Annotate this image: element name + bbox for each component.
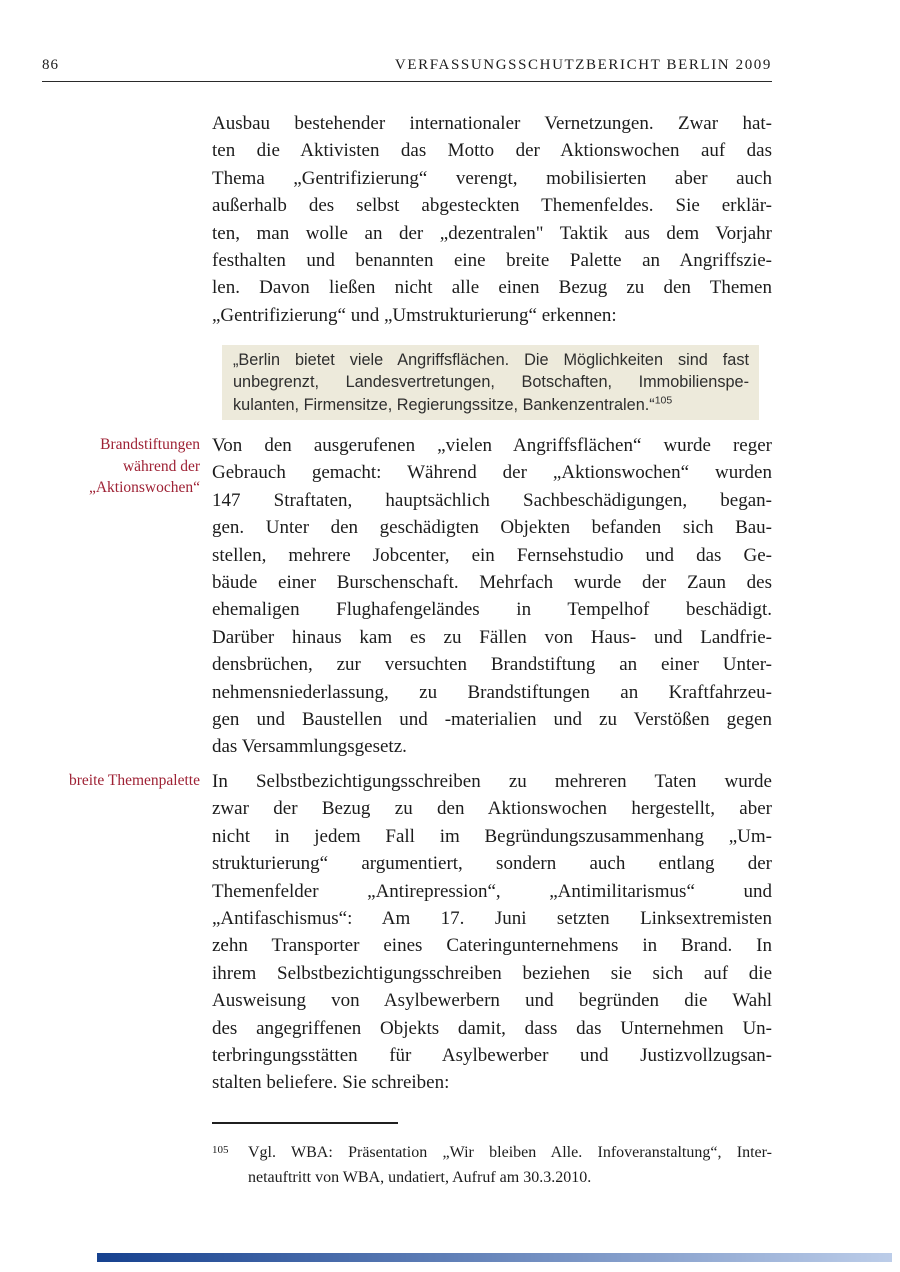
page-number: 86 [42, 57, 59, 73]
paragraph-2 [212, 432, 772, 761]
quote-block [222, 345, 759, 420]
text-line: „Gentrifizierung“ und „Umstrukturierung“ erkennen: [212, 304, 617, 326]
text-line: ihrem Selbstbezichtigungsschreiben beziehen sie sich auf die [212, 962, 772, 984]
header-rule [42, 81, 772, 82]
text-line: Gebrauch gemacht: Während der „Aktionswochen“ wurden [212, 462, 772, 484]
text-line [233, 394, 749, 416]
footnote-number: 105 [212, 1144, 229, 1156]
text-line: Vgl. WBA: Präsentation „Wir bleiben Alle. Infoveranstaltung“, Inter- [248, 1144, 772, 1161]
text-line: ten die Aktivisten das Motto der Aktionswochen auf das [212, 140, 772, 162]
text-line: nicht in jedem Fall im Begründungszusammenhang „Um- [212, 825, 772, 847]
text-line: Von den ausgerufenen „vielen Angriffsflächen“ wurde reger [212, 435, 772, 456]
paragraph-3 [212, 768, 772, 1097]
text-line: Darüber hinaus kam es zu Fällen von Haus- und Landfrie- [212, 626, 772, 648]
text-line: bäude einer Burschenschaft. Mehrfach wurde der Zaun des [212, 572, 772, 594]
text-line: das Versammlungsgesetz. [212, 736, 407, 758]
text-line: „Antifaschismus“: Am 17. Juni setzten Linksextremisten [212, 908, 772, 930]
text-line: nehmensniederlassung, zu Brandstiftungen an Kraftfahrzeu- [212, 681, 772, 703]
footnote-text [248, 1141, 772, 1190]
text-line: während der [122, 457, 200, 475]
text-line: gen. Unter den geschädigten Objekten befanden sich Bau- [212, 517, 772, 539]
text-line: unbegrenzt, Landesvertretungen, Botschaften, Immobilienspe- [233, 373, 749, 392]
text-line: Themenfelder „Antirepression“, „Antimilitarismus“ und [212, 880, 772, 902]
text-line: ehemaligen Flughafengeländes in Tempelhof beschädigt. [212, 599, 772, 621]
text-line: des angegriffenen Objekts damit, dass das Unternehmen Un- [212, 1017, 772, 1039]
footnote-reference: 105 [654, 394, 673, 407]
text-line: terbringungsstätten für Asylbewerber und Justizvollzugsan- [212, 1045, 772, 1067]
text-line: Ausweisung von Asylbewerbern und begründen die Wahl [212, 990, 772, 1012]
text-line: Brandstiftungen [100, 436, 200, 453]
text-line: Ausbau bestehender internationaler Vernetzungen. Zwar hat- [212, 113, 772, 134]
text-line: netauftritt von WBA, undatiert, Aufruf am 30.3.2010. [248, 1168, 592, 1186]
text-line: außerhalb des selbst abgesteckten Themenfeldes. Sie erklär- [212, 195, 772, 217]
text-line: len. Davon ließen nicht alle einen Bezug zu den Themen [212, 277, 772, 299]
text-line: „Berlin bietet viele Angriffsflächen. Die Möglichkeiten sind fast [233, 351, 749, 369]
text-line: ten, man wolle an der „dezentralen" Taktik aus dem Vorjahr [212, 222, 772, 244]
text-line: stellen, mehrere Jobcenter, ein Fernsehstudio und das Ge- [212, 544, 772, 566]
text-line: In Selbstbezichtigungsschreiben zu mehreren Taten wurde [212, 771, 772, 792]
text-line: densbrüchen, zur versuchten Brandstiftung an einer Unter- [212, 654, 772, 676]
text-line: festhalten und benannten eine breite Palette an Angriffszie- [212, 250, 772, 272]
text-line: stalten beliefere. Sie schreiben: [212, 1072, 450, 1094]
text-line: Thema „Gentrifizierung“ verengt, mobilisierten aber auch [212, 167, 772, 189]
text-line: 147 Straftaten, hauptsächlich Sachbeschädigungen, began- [212, 489, 772, 511]
text-line: zwar der Bezug zu den Aktionswochen hergestellt, aber [212, 798, 772, 820]
running-header-title: VERFASSUNGSSCHUTZBERICHT BERLIN 2009 [394, 57, 772, 73]
text-line: gen und Baustellen und -materialien und zu Verstößen gegen [212, 709, 772, 731]
footer-accent-bar [97, 1253, 892, 1262]
text-line: zehn Transporter eines Cateringunternehmens in Brand. In [212, 935, 772, 957]
quote-last-line: kulanten, Firmensitze, Regierungssitze, Bankenzentralen.“ [233, 395, 655, 414]
margin-note-themenpalette: breite Themenpalette [69, 772, 200, 789]
footnote-separator [212, 1122, 398, 1124]
paragraph-1 [212, 110, 772, 329]
footnote [212, 1141, 772, 1190]
text-line: „Aktionswochen“ [88, 479, 200, 496]
text-line: strukturierung“ argumentiert, sondern auch entlang der [212, 853, 772, 875]
margin-note-brandstiftungen [42, 434, 200, 499]
